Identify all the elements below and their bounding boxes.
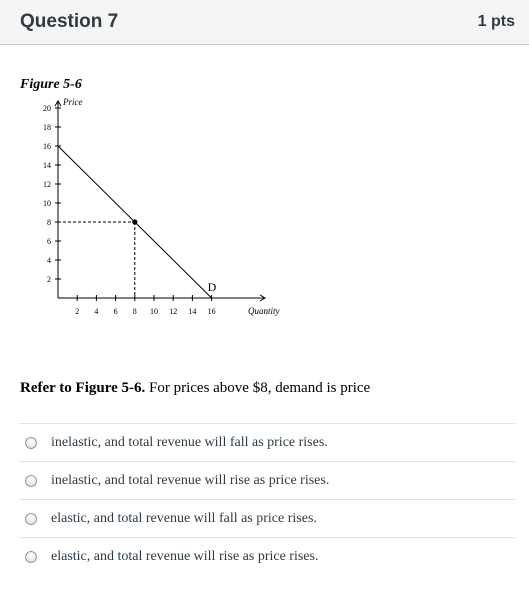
question-prompt: [20, 380, 370, 397]
radio-button[interactable]: [25, 551, 37, 563]
radio-button[interactable]: [25, 475, 37, 487]
x-tick-label: 12: [169, 307, 178, 316]
radio-button[interactable]: [25, 437, 37, 449]
answer-option-3[interactable]: [19, 499, 515, 537]
x-tick-label: 6: [113, 307, 118, 316]
demand-label: D: [207, 280, 217, 294]
answer-option-2[interactable]: [19, 461, 515, 499]
answer-option-1[interactable]: [19, 423, 515, 461]
answer-list: [19, 423, 515, 575]
y-axis-label: Price: [63, 97, 83, 107]
y-tick-label: 4: [47, 256, 51, 265]
answer-text: inelastic, and total revenue will fall as price rises.: [51, 434, 328, 450]
x-tick-label: 16: [207, 307, 216, 316]
question-title: Question 7: [20, 11, 119, 32]
y-tick-label: 20: [43, 104, 51, 113]
x-tick-label: 2: [75, 307, 80, 316]
highlight-point: [132, 219, 137, 224]
y-tick-label: 10: [43, 199, 51, 208]
radio-button[interactable]: [25, 513, 37, 525]
y-tick-label: 18: [43, 123, 51, 132]
x-tick-label: 14: [188, 307, 197, 316]
y-tick-label: 8: [47, 218, 51, 227]
question-text: For prices above $8, demand is price: [145, 380, 371, 396]
figure-reference: Refer to Figure 5-6.: [20, 380, 146, 396]
question-points: 1 pts: [477, 13, 515, 30]
x-tick-label: 8: [132, 307, 137, 316]
x-axis-label: Quantity: [248, 306, 280, 316]
x-tick-label: 4: [94, 307, 99, 316]
y-tick-label: 14: [43, 161, 51, 170]
y-tick-label: 2: [47, 275, 51, 284]
y-tick-label: 12: [43, 180, 51, 189]
answer-text: inelastic, and total revenue will rise as price rises.: [51, 472, 330, 488]
x-tick-label: 10: [150, 307, 158, 316]
y-tick-label: 6: [47, 237, 51, 246]
figure-label: Figure 5-6: [20, 77, 82, 92]
answer-option-4[interactable]: [19, 537, 515, 575]
answer-text: elastic, and total revenue will rise as price rises.: [51, 548, 319, 564]
y-tick-label: 16: [43, 142, 51, 151]
answer-text: elastic, and total revenue will fall as price rises.: [51, 510, 317, 526]
